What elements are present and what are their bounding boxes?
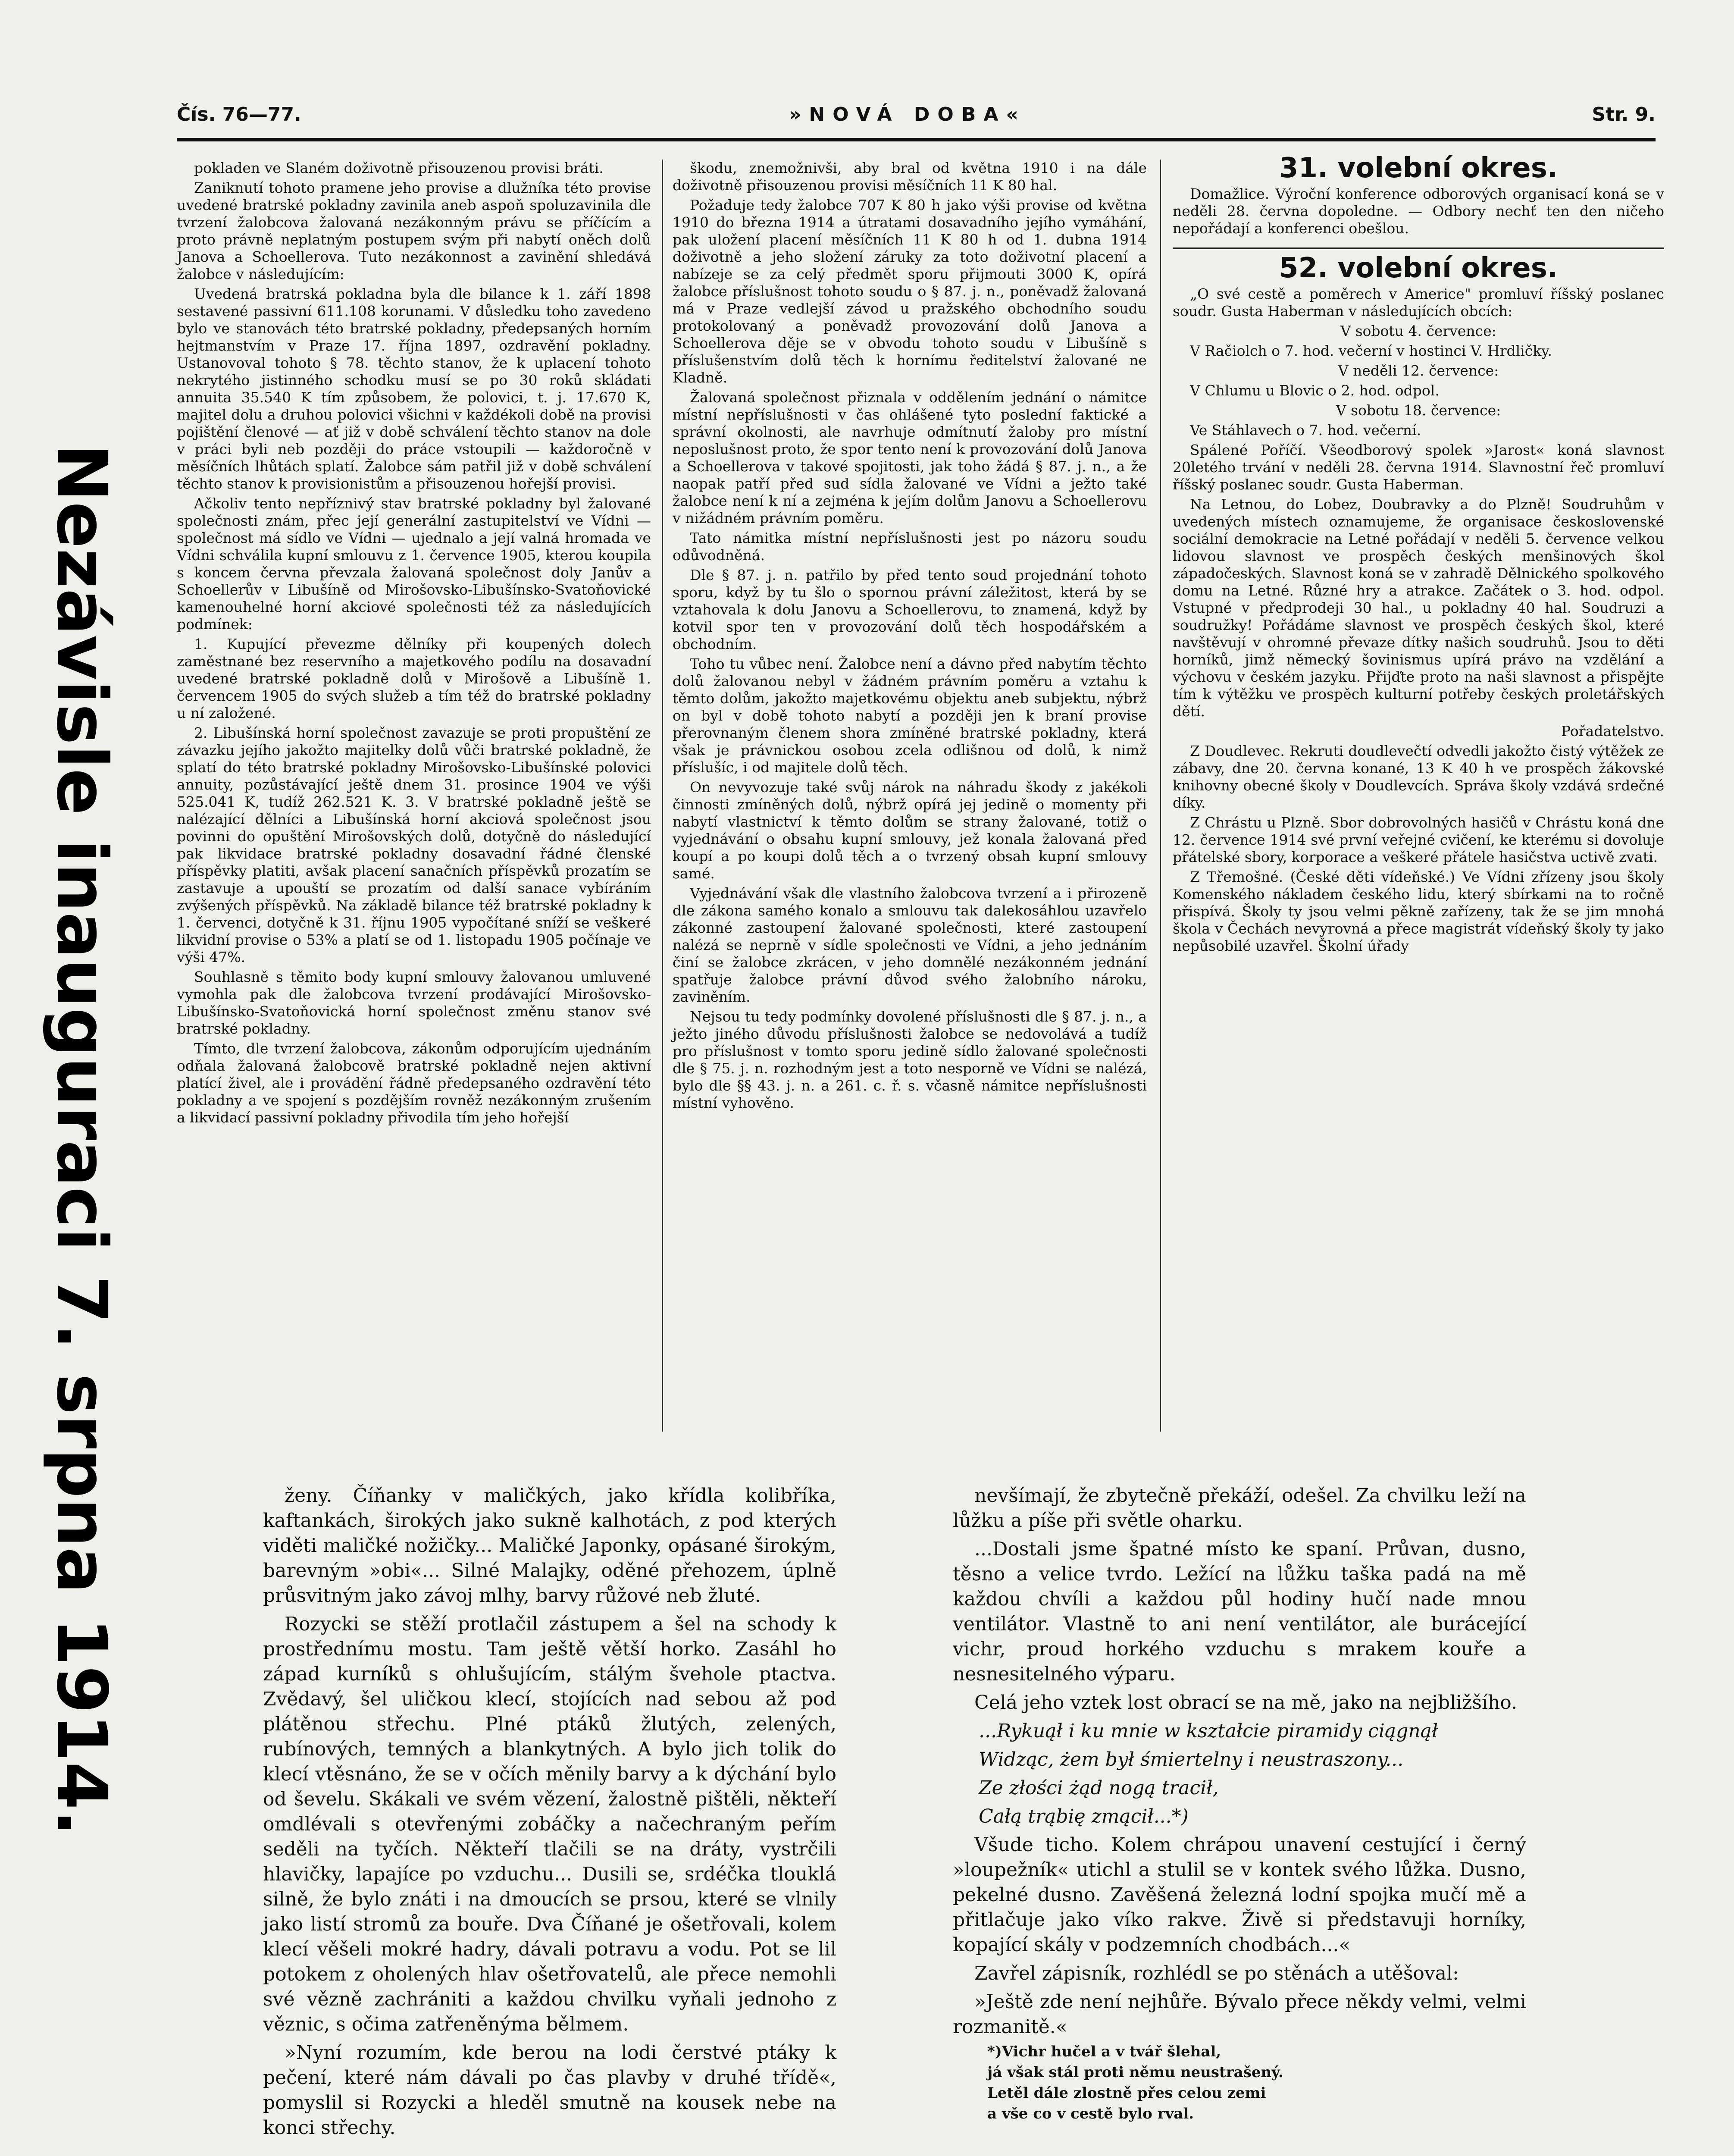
section-heading: 31. volební okres.	[1279, 152, 1558, 184]
column-1	[177, 160, 651, 1129]
paragraph: Z Třemošné. (České děti vídeňské.) Ve Vídni zřízeny jsou školy Komenského nákladem českého lidu, který sbírkami na to ročně přispívá. Školy ty jsou velmi pěkně zařízeny, tak že se jim mnohá škola v Čechách nevyrovná a přece magistrát vídeňský školy ty jako nepůsobilé uzavřel. Školní úřady	[1173, 868, 1664, 954]
paragraph: Celá jeho vztek lost obrací se na mě, jako na nejbližšího.	[974, 1692, 1518, 1714]
paragraph: Z Chrástu u Plzně. Sbor dobrovolných hasičů v Chrástu koná dne 12. července 1914 své první veřejné cvičení, ke kterému si dovoluje přátelské sbory, korporace a veškeré přátele hasičstva uctivě zvati.	[1173, 814, 1664, 865]
paragraph: V Chlumu u Blovic o 2. hod. odpol.	[1190, 382, 1440, 399]
column-divider	[662, 160, 663, 1432]
paragraph: Z Doudlevec. Rekruti doudlevečtí odvedli jakožto čistý výtěžek ze zábavy, dne 20. června konané, 13 K 40 h ve prospěch žákovské knihovny obecné školy v Doudlevcích. Správa školy vzdává srdečné díky.	[1173, 743, 1664, 811]
paragraph: V Račiolch o 7. hod. večerní v hostinci V. Hrdličky.	[1190, 342, 1552, 359]
paragraph: 2. Libušínská horní společnost zavazuje se proti propuštění ze závazku jejího jakožto majitelky dolů vůči bratrské pokladně, že splatí do této bratrské pokladny Mirošovsko-Libušínské polovici annuity, pozůstávající ještě dnem 31. prosince 1904 ve výši 525.041 K, tudíž 262.521 K. 3. V bratrské pokladně ještě se nalézající dělníci a Libušínská horní akciová společnost jsou povinni do opuštění Mirošovských dolů, dotyčně do následující pak likvidace bratrské pokladny dosavadní řádné členské příspěvky platiti, avšak placení sanačních příspěvků prozatím se zastavuje a upouští se prozatím od další sanace vybíráním zvýšených příspěvků. Na základě bilance též bratrské pokladny k 1. červenci, dotyčně k 31. říjnu 1905 vypočítané sníží se veškeré likvidní provise o 53% a platí se od 1. listopadu 1905 počínaje ve výši 47%.	[177, 724, 651, 965]
paragraph: Rozycki se stěží protlačil zástupem a šel na schody k prostřednímu mostu. Tam ještě větší horko. Zasáhl ho západ kurníků s ohlušujícím, stálým švehole ptactva. Zvědavý, šel uličkou klecí, stojících nad sebou až pod plátěnou střechu. Plné ptáků žlutých, zelených, rubínových, temných a blankytných. A bylo jich tolik do klecí vtěsnáno, že se v očích měnily barvy a k dýchání bylo od ševelu. Skákali ve svém vězení, žalostně pištěli, někteří omdlévali s otevřenými zobáčky a načechraným peřím seděli na tyčích. Někteří tlačili se na dráty, vystrčili hlavičky, lapajíce po vzduchu... Dusili se, srdéčka tlouklá silně, že bylo znáti i na dmoucích se prsou, které se vlnily jako listí stromů za bouře. Dva Číňané je ošetřovali, kolem klecí věšeli mokré hadry, dávali potravu a vodu. Pot se lil potokem z oholených hlav ošetřovatelů, ale přece nemohli své vězně zachrániti a každou chvilku vyňali jednoho z věznic, s očima zatřeněnýma bělmem.	[263, 1613, 836, 2035]
paragraph: Toho tu vůbec není. Žalobce není a dávno před nabytím těchto dolů žalovanou nebyl v žádném právním poměru a vztahu k těmto dolům, jakožto majetkovému objektu aneb subjektu, nýbrž on byl v době tohoto nabytí a později jen k braní provise přerovnaným členem shora zmíněné bratrské pokladny, která však je právnickou osobou zcela odlišnou od dolů, k nimž příslušíc, i od majitele dolů těch.	[673, 655, 1147, 776]
paragraph: ženy. Číňanky v maličkých, jako křídla kolibříka, kaftankách, širokých jako sukně kalhotách, z pod kterých viděti maličké nožičky... Maličké Japonky, opásané širokým, barevným »obi«... Silné Malajky, oděné přehozem, úplně průsvitným jako závoj mlhy, barvy růžové neb žluté.	[263, 1485, 836, 1607]
paragraph: Dle § 87. j. n. patřilo by před tento soud projednání tohoto sporu, když by tu šlo o spornou právní záležitost, která by se vztahovala k dolu Janovu a Schoellerovu, to znamená, když by kotvil spor ten v provozování dolů těch hospodářském a obchodním.	[673, 567, 1147, 652]
paragraph: Tímto, dle tvrzení žalobcova, zákonům odporujícím ujednáním odňala žalovaná žalobcově bratrské pokladně nejen aktivní platící živel, ale i provádění řádně předepsaného ozdravění této pokladny a ve spojení s pozdějším rovněž nezákonným zrušením a likvidací passivní pokladny přivodila tím jeho hořejší	[177, 1040, 651, 1126]
column-2	[673, 160, 1147, 1114]
verse-line: ...Rykuął i ku mnie w kształcie piramidy ciągnął	[979, 1720, 1438, 1742]
column-divider	[1160, 160, 1161, 1432]
paragraph: pokladen ve Slaném doživotně přisouzenou provisi bráti.	[194, 160, 604, 176]
paragraph: Tato námitka místní nepříslušnosti jest po názoru soudu odůvodněná.	[673, 530, 1147, 564]
paragraph: Ve Stáhlavech o 7. hod. večerní.	[1190, 422, 1421, 439]
paragraph: »Ještě zde není nejhůře. Bývalo přece někdy velmi, velmi rozmanitě.«	[953, 1991, 1526, 2038]
paragraph: Nejsou tu tedy podmínky dovolené příslušnosti dle § 87. j. n., a ježto jiného důvodu příslušnosti žalobce se nedovolává a tudíž pro příslušnost v tomto sporu jedině sídlo žalované společnosti dle § 75. j. n. rozhodným jest a toto nesporně ve Vídni se nalézá, bylo dle §§ 43. j. n. a 261. c. ř. s. včasně námitce nepříslušnosti místní vyhověno.	[673, 1008, 1147, 1111]
section-heading: 52. volební okres.	[1279, 252, 1558, 284]
paragraph: nevšímají, že zbytečně překáží, odešel. Za chvilku leží na lůžku a píše při světle oharku.	[953, 1485, 1526, 1532]
paragraph: Souhlasně s těmito body kupní smlouvy žalovanou umluvené vymohla pak dle žalobcova tvrzení prodávající Mirošovsko-Libušínsko-Svatoňovická horní společnost změnu stanov své bratrské pokladny.	[177, 968, 651, 1037]
page-header	[177, 99, 1656, 141]
verse-line: Widząc, żem był śmiertelny i neustraszony...	[979, 1749, 1404, 1771]
footnote-line: *)Vichr hučel a v tvář šlehal,	[987, 2043, 1221, 2060]
paragraph: Domažlice. Výroční konference odborových organisací koná se v neděli 28. června dopoledne. — Odbory nechť ten den ničeho nepořádají a konferenci obešlou.	[1173, 185, 1664, 237]
divider	[1173, 248, 1664, 249]
date-line: V sobotu 4. července:	[1340, 323, 1496, 339]
paragraph: Vyjednávání však dle vlastního žalobcova tvrzení a i přirozeně dle zákona samého konalo a smlouvu tak dalekosáhlou uzavřelo zákonné zastoupení žalované společnosti, které zastoupení nalézá se neprně v sídle společnosti ve Vídni, a jeho jednáním činí se žalobce zkrácen, v jeho domnělé nezákonném jednání spatřuje žalobce právní důvod svého žalobního nároku, zaviněním.	[673, 885, 1147, 1005]
feuilleton-right	[953, 1483, 1526, 2126]
paragraph: škodu, znemožnivši, aby bral od května 1910 i na dále doživotně přisouzenou provisi měsíčních 11 K 80 hal.	[673, 160, 1147, 194]
feuilleton-left	[263, 1483, 836, 2144]
date-line: V neděli 12. července:	[1338, 362, 1499, 379]
newspaper-page	[121, 99, 1664, 2156]
verse-line: Ze złości żąd nogą tracił,	[979, 1777, 1219, 1799]
paragraph: Ačkoliv tento nepříznivý stav bratrské pokladny byl žalované společnosti znám, přec její generální zastupitelství ve Vídni — společnost má sídlo ve Vídni — ujednalo a její valná hromada ve Vídni schválila kupní smlouvu z 1. července 1905, kterou koupila s koncem června převzala žalovaná společnost doly Janův a Schoellerův v Libušíně od Mirošovsko-Libušínsko-Svatoňovické kamenouhelné horní akciové společnosti též za následujících podmínek:	[177, 495, 651, 633]
paragraph: Uvedená bratrská pokladna byla dle bilance k 1. září 1898 sestavené passivní 611.108 korunami. V důsledku toho zavedeno bylo ve stanovách této bratrské pokladny, předepsaných horním hejtmanstvím v Praze 17. října 1897, ozdravění pokladny. Ustanovoval tohoto § 78. těchto stanov, že k uplacení tohoto nekrytého jistinného schodku musí se po 30 roků skládati annuita 35.540 K tím způsobem, že polovici, t. j. 17.670 K, majitel dolu a druhou polovici všichni v každékoli době na provisi pojištění členové — ať již v době schválení těchto stanov na dole v práci byli neb později do práce vstoupili — každoročně v měsíčních lhůtách splatí. Žalobce sám patřil již v době schválení těchto stanov k provisionistům a přisouzenou hořejší provisi.	[177, 285, 651, 492]
footnote-line: a vše co v cestě bylo rval.	[987, 2105, 1194, 2122]
page-number: Str. 9.	[1592, 103, 1656, 125]
footnote-line: já však stál proti němu neustrašený.	[987, 2064, 1283, 2081]
paragraph: Všude ticho. Kolem chrápou unavení cestující i černý »loupežník« utichl a stulil se v kontek svého lůžka. Dusno, pekelné dusno. Zavěšená železná lodní spojka mučí mě a přitlačuje jako víko rakve. Živě si představuji horníky, kopající skály v podzemních chodbách...«	[953, 1834, 1526, 1956]
footnote-line: Letěl dále zlostně přes celou zemi	[987, 2084, 1266, 2102]
date-line: V sobotu 18. července:	[1336, 402, 1501, 419]
paragraph: Zavřel zápisník, rozhlédl se po stěnách a utěšoval:	[974, 1962, 1459, 1984]
paragraph: Zaniknutí tohoto pramene jeho provise a dlužníka této provise uvedené bratrské pokladny zavinila aneb aspoň spoluzavinila dle tvrzení žalobcova žalovaná nezákonným právu se příčícím a proto právně neplatným postupem svým při nabytí oněch dolů Janova a Schoellerova. Tuto nezákonnost a zavinění shledává žalobce v následujícím:	[177, 179, 651, 282]
paragraph: Žalovaná společnost přiznala v oddělením jednání o námitce místní nepříslušnosti v čas ohlášené tyto poslední faktické a správní okolnosti, ale navrhuje odmítnutí žaloby pro místní neposlušnost proto, že spor tento není k provozování dolů Janova a Schoellerova v takové spojitosti, jak toho žádá § 87. j. n., a že naopak patří před sud sídla žalované ve Vídni a ježto také žalobce není k ní a zejména k jejím dolům Janovu a Schoellerovu v nižádném právním poměru.	[673, 389, 1147, 526]
issue-number: Čís. 76—77.	[177, 103, 301, 125]
paragraph: „O své cestě a poměrech v Americe" promluví říšský poslanec soudr. Gusta Haberman v následujících obcích:	[1173, 285, 1664, 320]
paragraph: On nevyvozuje také svůj nárok na náhradu škody z jakékoli činnosti zmíněných dolů, nýbrž opírá jej jedině o momenty při nabytí vlastnictví k těmto dolům se strany žalované, totiž o vyjednávání o obsahu kupní smlouvy, jež konala žalovaná před koupí a po koupi dolů těch a o tvrzený obsah kupní smlouvy samé.	[673, 779, 1147, 882]
paragraph: ...Dostali jsme špatné místo ke spaní. Průvan, dusno, těsno a velice tvrdo. Ležící na lůžku taška padá na mě každou chvíli a každou půl hodiny hučí nade mnou ventilátor. Vlastně to ani není ventilátor, ale burácející vichr, proud horkého vzduchu s mrakem kouře a nesnesitelného výparu.	[953, 1538, 1526, 1685]
verse-line: Całą trąbię zmącił...*)	[979, 1805, 1189, 1827]
masthead: »NOVÁ DOBA«	[789, 103, 1026, 125]
spine-text: Nezávisle inauguraci 7. srpna 1914.	[41, 444, 122, 1836]
paragraph: »Nyní rozumím, kde berou na lodi čerstvé ptáky k pečení, které nám dávali po čas plavby v druhé třídě«, pomyslil si Rozycki a hleděl smutně na kousek nebe na konci střechy.	[263, 2042, 836, 2139]
column-3	[1173, 152, 1664, 957]
spine-stamp	[17, 86, 122, 2156]
paragraph: Na Letnou, do Lobez, Doubravky a do Plzně! Soudruhům v uvedených místech oznamujeme, že organisace československé sociální demokracie na Letné pořádají v neděli 5. července velkou lidovou slavnost ve prospěch českých menšinových škol západočeských. Slavnost koná se v zahradě Dělnického spolkového domu na Letné. Různé hry a atrakce. Začátek o 3. hod. odpol. Vstupné v předprodeji 30 hal., u pokladny 40 hal. Soudruzi a soudružky! Pořádáme slavnost ve prospěch českých škol, které navštěvují v ohromné převaze dítky našich soudruhů. Jsou to děti horníků, jimž německý šovinismus upírá právo na vzdělání a výchovu v českém jazyku. Přijďte proto na naši slavnost a přispějte tím k výtěžku ve prospěch kulturní potřeby českých proletářských dětí.	[1173, 496, 1664, 720]
paragraph: Spálené Poříčí. Všeodborový spolek »Jarost« koná slavnost 20letého trvání v neděli 28. června 1914. Slavnostní řeč promluví říšský poslanec soudr. Gusta Haberman.	[1173, 442, 1664, 493]
signature: Pořadatelstvo.	[1561, 723, 1664, 740]
paragraph: Požaduje tedy žalobce 707 K 80 h jako výši provise od května 1910 do března 1914 a útratami dosavadního jejího vymáhání, pak uložení placení měsíčních 11 K 80 h od 1. dubna 1914 doživotně a jeho složení záruky za toto doživotní placení a nabízeje se za celý předmět sporu přijmouti 3000 K, opírá žalobce příslušnost tohoto soudu o § 87. j. n., poněvadž žalovaná má v Praze vedlejší závod u pražského obchodního soudu protokolovaný a poněvadž provozování dolů Janova a Schoellerova děje se v obvodu tohoto soudu v Libušíně s příslušenstvím dolů těch k hornímu ředitelství žalované ne Kladně.	[673, 197, 1147, 386]
paragraph: 1. Kupující převezme dělníky při koupených dolech zaměstnané bez reservního a majetkového podílu na dosavadní uvedené bratrské pokladně dolů v Mirošově a Libušíně 1. červencem 1905 do svých služeb a tím též do bratrské pokladny u ní založené.	[177, 636, 651, 721]
